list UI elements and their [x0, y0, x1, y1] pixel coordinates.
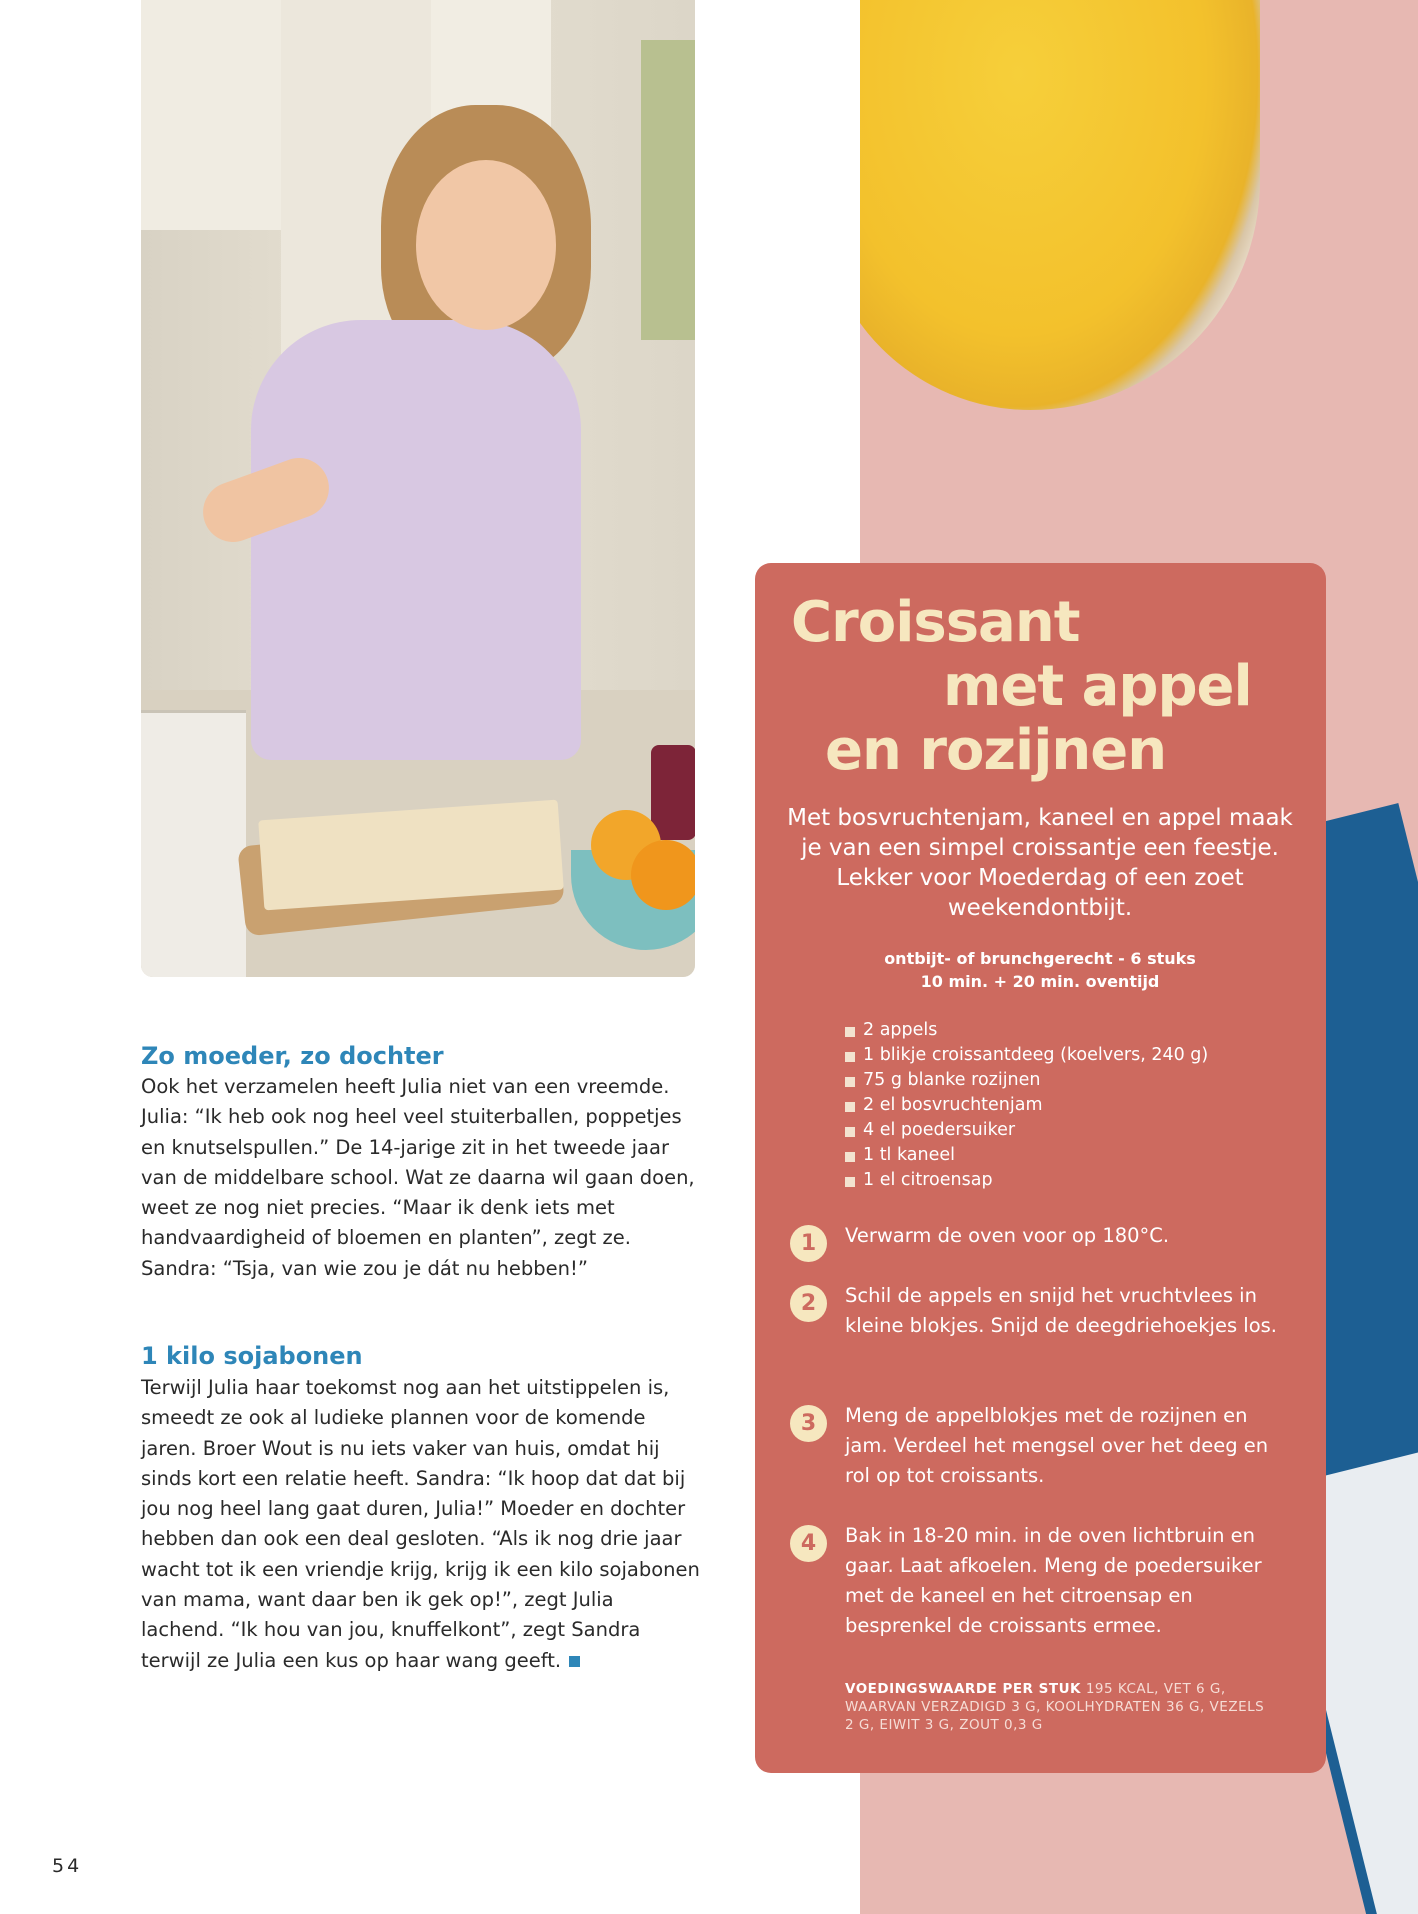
ingredient-item: 75 g blanke rozijnen [845, 1068, 1295, 1093]
nutrition-values: 195 KCAL, VET 6 G, WAARVAN VERZADIGD 3 G, KOOLHYDRATEN 36 G, VEZELS 2 G, EIWIT 3 G, ZOUT 0,3 G [845, 1681, 1265, 1733]
ingredient-item: 4 el poedersuiker [845, 1118, 1295, 1143]
ingredient-item: 1 el citroensap [845, 1168, 1295, 1193]
page-number: 54 [52, 1855, 83, 1877]
recipe-title-line-3: en rozijnen [825, 718, 1167, 783]
orange-juice-glass [860, 0, 1260, 410]
ingredient-item: 1 tl kaneel [845, 1143, 1295, 1168]
article-paragraph-2: Terwijl Julia haar toekomst nog aan het uitstippelen is, smeedt ze ook al ludieke plannen voor de komende jaren. Broer Wout is nu iets vaker van huis, omdat hij sinds kort een relatie heeft. Sandra: “Ik hoop dat dat bij jou nog heel lang gaat duren, Julia!” Moeder en dochter hebben dan ook een deal gesloten. “Als ik nog drie jaar wacht tot ik een vriendje krijg, krijg ik een kilo sojabonen van mama, want daar ben ik gek op!”, zegt Julia lachend. “Ik hou van jou, knuffelkont”, zegt Sandra terwijl ze Julia een kus op haar wang geeft. [141, 1376, 700, 1672]
nutrition-info [845, 1680, 1275, 1734]
recipe-meta-time: 10 min. + 20 min. oventijd [920, 972, 1160, 991]
end-mark [569, 1656, 580, 1667]
step-text: Bak in 18-20 min. in de oven lichtbruin en gaar. Laat afkoelen. Meng de poedersuiker met de kaneel en het citroensap en besprenkel de croissants ermee. [845, 1524, 1262, 1637]
ingredient-list [845, 1018, 1295, 1193]
recipe-meta [785, 947, 1295, 993]
step-number-badge: 2 [790, 1285, 827, 1322]
step-number-badge: 3 [790, 1405, 827, 1442]
section-heading-2: 1 kilo sojabonen [141, 1342, 363, 1370]
recipe-title-line-1: Croissant [791, 590, 1080, 655]
step-text: Verwarm de oven voor op 180°C. [845, 1224, 1170, 1247]
ingredient-item: 2 appels [845, 1018, 1295, 1043]
step-text: Schil de appels en snijd het vruchtvlees in kleine blokjes. Snijd de deegdriehoekjes los. [845, 1284, 1278, 1337]
section-heading-1: Zo moeder, zo dochter [141, 1042, 444, 1070]
ingredient-item: 1 blikje croissantdeeg (koelvers, 240 g) [845, 1043, 1295, 1068]
kitchen-photo [141, 0, 695, 977]
article-paragraph-1: Ook het verzamelen heeft Julia niet van een vreemde. Julia: “Ik heb ook nog heel veel stuiterballen, poppetjes en knutselspullen.” De 14-jarige zit in het tweede jaar van de middelbare school. Wat ze daarna wil gaan doen, weet ze nog niet precies. “Maar ik denk iets met handvaardigheid of bloemen en planten”, zegt ze. Sandra: “Tsja, van wie zou je dát nu hebben!” [141, 1075, 695, 1280]
recipe-card [755, 563, 1326, 1773]
step-number-badge: 4 [790, 1525, 827, 1562]
recipe-intro: Met bosvruchtenjam, kaneel en appel maak je van een simpel croissantje een feestje. Lekker voor Moederdag of een zoet weekendontbijt. [787, 805, 1293, 921]
ingredient-item: 2 el bosvruchtenjam [845, 1093, 1295, 1118]
nutrition-label: VOEDINGSWAARDE PER STUK [845, 1681, 1082, 1697]
recipe-meta-type: ontbijt- of brunchgerecht - 6 stuks [884, 949, 1196, 968]
recipe-title-line-2: met appel [943, 654, 1252, 719]
step-number-badge: 1 [790, 1225, 827, 1262]
step-text: Meng de appelblokjes met de rozijnen en jam. Verdeel het mengsel over het deeg en rol op tot croissants. [845, 1404, 1269, 1487]
